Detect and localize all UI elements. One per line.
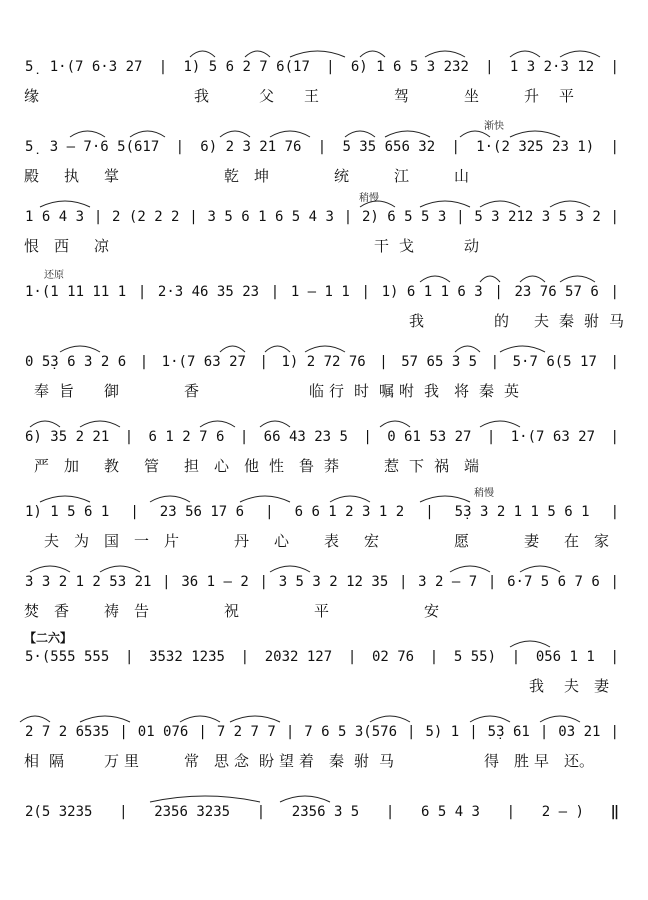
lyric-char: 驸 [584,312,600,330]
lyrics-line [24,380,614,402]
slur [30,421,60,427]
lyric-char: 他 [244,457,260,475]
note-group: 5) 1 [425,724,460,740]
slur [200,421,235,427]
lyric-char: 英 [504,382,520,400]
lyric-char: 下 [409,457,425,475]
barline: | [130,504,139,520]
lyric-char: 夫 [534,312,550,330]
barline: | [363,429,372,445]
lyric-char: 升 [524,87,540,105]
note-group: 7 6 5 3(576 [304,724,398,740]
barline: | [270,284,280,300]
lyric-char: 奉 [34,382,50,400]
slur-marks [0,45,648,59]
lyric-char: 表 [324,532,340,550]
lyric-char: 一 [134,532,150,550]
note-group: 6) 2 3 21 76 [200,139,302,155]
slur [510,51,540,57]
slur-marks [0,125,648,139]
lyric-char: 愿 [454,532,470,550]
barline: | [240,649,250,665]
lyric-char: 平 [314,602,330,620]
lyric-char: 为 [74,532,90,550]
slur [230,716,280,722]
barline: | [343,209,353,225]
lyric-char: 夫 [564,677,580,695]
slur [470,716,510,722]
slur [180,716,220,722]
lyric-char: 教 [104,457,120,475]
lyric-char: 香 [184,382,200,400]
section-marker: 【二六】 [24,631,73,645]
note-group: 2) 6 5 5 3 [361,209,447,225]
slur [385,131,430,137]
lyric-char: 万 [104,752,120,770]
slur [220,131,250,137]
slur [100,566,140,572]
slur [520,276,545,282]
lyric-char: 江 [394,167,410,185]
lyric-char: 妻 [524,532,540,550]
note-group: 2032 127 [264,649,333,665]
lyric-char: 端 [464,457,480,475]
lyric-char: 父 [259,87,275,105]
slur [245,51,270,57]
barline: | [456,209,465,225]
slur [420,201,470,207]
lyric-char: 缘 [24,87,40,105]
note-group: 056 1 1 [535,649,595,665]
note-group: 1 3 2·3 12 [509,59,595,75]
note-group: 6) 1 6 5 3 232 [350,59,469,75]
note-group: 6·7 5 6 7 6 [507,574,600,590]
lyric-char: 片 [164,532,180,550]
tempo-marking: 还原 [44,270,64,281]
lyrics-line [24,675,614,697]
lyric-char: 我 [194,87,210,105]
lyric-char: 思 [214,752,230,770]
slur-marks [0,560,648,574]
slur [80,421,120,427]
lyric-char: 的 [494,312,510,330]
barline: | [610,574,619,590]
lyric-char: 管 [144,457,160,475]
slur [460,131,490,137]
barline: | [610,139,619,155]
slur [280,796,330,802]
barline: | [239,429,249,445]
slur [480,201,520,207]
note-group: 03 21 [558,724,601,740]
note-group: 1·(2 325 23 1) [476,139,595,155]
note-group: 5̣3 3 2 1 1 5 6 1 [454,504,590,520]
lyric-char: 相 [24,752,40,770]
lyric-char: 干 [374,237,390,255]
note-group: 1) 5 6 2 7 6(17 [183,59,310,75]
note-group: 0 61 53 27 [387,429,472,445]
barline: | [317,139,327,155]
lyrics-line [24,165,614,187]
lyric-char: 莽 [324,457,340,475]
slur-marks [0,710,648,724]
slur [240,496,290,502]
note-group: 6 1 2 7 6 [148,429,225,445]
lyrics-line [24,750,614,772]
note-group: 6 6 1 2 3 1 2 [294,504,405,520]
slur [370,716,410,722]
barline: | [429,649,439,665]
slur [190,51,215,57]
slur [40,201,90,207]
note-group: 02 76 [371,649,415,665]
lyric-char: 祸 [434,457,450,475]
lyric-char: 里 [124,752,140,770]
lyric-char: 告 [134,602,150,620]
tempo-marking: 稍慢 [474,488,494,499]
note-group: 01 076 [137,724,189,740]
lyric-char: 念 [234,752,250,770]
slur [425,51,465,57]
slur-marks [0,490,648,504]
note-group: 1·(7 63 27 [510,429,596,445]
barline: | [347,649,357,665]
slur-marks [0,270,648,284]
barline: | [139,354,149,370]
lyric-char: 加 [64,457,80,475]
slur [510,131,560,137]
note-group: 3 5 6 1 6 5 4 3 [207,209,334,225]
lyric-char: 坐 [464,87,480,105]
lyric-char: 香 [54,602,70,620]
slur [270,131,310,137]
lyric-char: 我 [409,312,425,330]
barline: | [124,429,134,445]
lyric-char: 隔 [49,752,65,770]
note-group: 3532 1235 [149,649,225,665]
lyric-char: 掌 [104,167,120,185]
note-group: 1) 2 72 76 [281,354,366,370]
slur-marks [0,415,648,429]
slur [420,496,470,502]
slur [480,276,500,282]
lyrics-line [24,830,614,852]
note-group: 5·7 6(5 17 [512,354,597,370]
lyric-char: 祷 [104,602,120,620]
barline: | [485,59,494,75]
lyrics-line [24,310,625,332]
lyric-char: 戈 [399,237,415,255]
barline: | [119,804,128,820]
lyric-char: 山 [454,167,470,185]
slur [380,421,410,427]
slur [550,201,590,207]
lyrics-line [24,235,614,257]
slur [540,716,580,722]
lyric-char: 妻 [594,677,610,695]
lyrics-line [24,600,614,622]
barline: | [385,804,395,820]
note-group: 2 – ) [541,804,584,820]
barline: | [486,429,496,445]
lyric-char: 焚 [24,602,40,620]
barline: | [259,354,268,370]
lyric-char: 驾 [394,87,410,105]
slur [80,716,130,722]
lyric-char: 嘱 [379,382,395,400]
lyric-char: 早 [534,752,550,770]
slur [220,346,245,352]
barline: | [511,649,521,665]
barline: | [361,284,370,300]
lyric-char: 家 [594,532,610,550]
slur [560,51,600,57]
lyric-char: 乾 [224,167,240,185]
lyric-char: 秦 [479,382,495,400]
lyric-char: 御 [104,382,120,400]
note-group: 7 2 7 7 [216,724,276,740]
slur [130,131,165,137]
barline: | [494,284,503,300]
lyric-char: 望 [279,752,295,770]
slur [330,496,370,502]
note-group: 6 5 4 3 [420,804,480,820]
lyric-char: 惹 [384,457,400,475]
lyric-char: 胜 [514,752,530,770]
barline: | [487,574,497,590]
note-group: 2(5 3235 [25,804,93,820]
slur [150,496,190,502]
note-group: 0 5̣3 6 3 2 6 [25,354,127,370]
lyrics-line [24,530,614,552]
lyric-char: 还。 [564,752,595,770]
slur [420,276,450,282]
barline: | [399,574,408,590]
slur-marks [0,790,648,804]
note-group: 23 76 57 6 [514,284,599,300]
barline: | [326,59,335,75]
note-group: 3 5 3 2 12 35 [278,574,389,590]
note-group: 57 65 3 5 [401,354,478,370]
barline: | [379,354,388,370]
lyric-char: 常 [184,752,200,770]
slur [265,346,290,352]
barline: | [610,429,619,445]
note-group: 2·3 46 35 23 [157,284,260,300]
slur [345,131,375,137]
slur [510,641,550,647]
barline: | [124,649,134,665]
barline: | [490,354,500,370]
lyric-char: 丹 [234,532,250,550]
lyrics-line [24,455,614,477]
slur [60,346,100,352]
slur-marks [0,340,648,354]
note-group: 1·(1 11 11 1 [25,284,127,300]
lyric-char: 心 [214,457,230,475]
lyric-char: 时 [354,382,370,400]
barline: | [137,284,147,300]
note-group: 1) 6 1 1 6 3 [381,284,483,300]
barline: | [610,504,619,520]
note-group: 2 7 2 6535 [25,724,110,740]
barline: | [256,804,266,820]
note-group: 5̣ [25,59,34,75]
note-group: 6) 35 2 21 [25,429,110,445]
note-group: 3 3 2 1 2 53 21 [25,574,152,590]
barline: | [425,504,434,520]
tempo-marking: 渐快 [484,121,504,132]
lyric-char: 宏 [364,532,380,550]
barline: | [119,724,128,740]
lyric-char: 统 [334,167,350,185]
lyric-char: 我 [529,677,545,695]
slur [30,566,70,572]
lyric-char: 西 [54,237,70,255]
barline: | [469,724,478,740]
slur [360,201,395,207]
lyric-char: 我 [424,382,440,400]
barline: | [189,209,198,225]
slur [305,346,345,352]
lyric-char: 临 [309,382,325,400]
slur [40,496,90,502]
slur [290,51,345,57]
slur-marks [0,635,648,649]
lyric-char: 心 [274,532,290,550]
note-group: 2356 3235 [154,804,231,820]
barline: | [198,724,207,740]
barline: | [93,209,103,225]
barline: | [158,59,168,75]
barline: | [539,724,549,740]
barline: | [451,139,460,155]
lyric-char: 国 [104,532,120,550]
slur [480,421,520,427]
note-group: 1 – 1 1 [290,284,350,300]
lyric-char: 咐 [399,382,415,400]
lyric-char: 秦 [559,312,575,330]
slur [150,796,260,802]
slur [560,276,595,282]
lyric-char: 恨 [24,237,40,255]
lyric-char: 安 [424,602,440,620]
lyric-char: 在 [564,532,580,550]
note-group: 23 56 17 6 [159,504,245,520]
note-group: 3 – 7·6 5(617 [49,139,160,155]
lyric-char: 殿 [24,167,40,185]
lyric-char: 平 [559,87,575,105]
barline: | [259,574,268,590]
lyric-char: 秦 [329,752,345,770]
lyric-char: 马 [379,752,395,770]
lyric-char: 祝 [224,602,240,620]
lyric-char: 夫 [44,532,60,550]
lyric-char: 将 [454,382,470,400]
barline: | [265,504,274,520]
lyric-char: 着 [299,752,315,770]
note-group: 1·(7 63 27 [161,354,246,370]
note-group: 1) 1 5 6 1 [25,504,110,520]
barline: | [610,59,619,75]
lyrics-line [24,85,614,107]
slur [20,716,50,722]
lyric-char: 凉 [94,237,110,255]
lyric-char: 马 [609,312,625,330]
lyric-char: 严 [34,457,50,475]
barline: | [610,724,619,740]
slur [70,131,105,137]
lyric-char: 坤 [254,167,270,185]
lyric-char: 驸 [354,752,370,770]
slur [500,346,545,352]
barline: | [610,354,619,370]
slur [450,566,490,572]
note-group: 5̣ [25,139,34,155]
note-group: 66 43 23 5 [263,429,348,445]
slur [455,346,480,352]
slur-marks [0,195,648,209]
barline: | [175,139,185,155]
note-group: 1·(7 6·3 27 [49,59,143,75]
note-group: 5̣3 61 [487,724,530,740]
note-group: 5 55) [453,649,497,665]
note-group: 5 35 656 32 [342,139,436,155]
tempo-marking: 稍慢 [359,193,379,204]
barline: | [407,724,416,740]
lyric-char: 动 [464,237,480,255]
lyric-char: 行 [329,382,345,400]
slur [520,566,560,572]
lyric-char: 旨 [59,382,75,400]
barline: | [610,649,619,665]
barline: | [610,284,619,300]
lyric-char: 鲁 [299,457,315,475]
lyric-char: 盼 [259,752,275,770]
note-group: 1 6 4 3 [25,209,85,225]
note-group: 36 1 – 2 [181,574,249,590]
note-group: 3 2 – 7 [418,574,478,590]
lyric-char: 性 [269,457,285,475]
lyric-char: 得 [484,752,500,770]
slur [270,566,310,572]
lyric-char: 王 [304,87,320,105]
slur [360,51,385,57]
barline: | [506,804,516,820]
barline: | [162,574,171,590]
note-group: 5 3 212 3 5 3 2 [474,209,601,225]
lyric-char: 执 [64,167,80,185]
note-group: 2356 3 5 [291,804,360,820]
final-barline: ‖ [610,804,619,820]
note-group: 5·(555 555 [25,649,110,665]
barline: | [285,724,295,740]
note-group: 2 (2 2 2 [112,209,180,225]
slur [260,421,290,427]
barline: | [610,209,619,225]
lyric-char: 担 [184,457,200,475]
